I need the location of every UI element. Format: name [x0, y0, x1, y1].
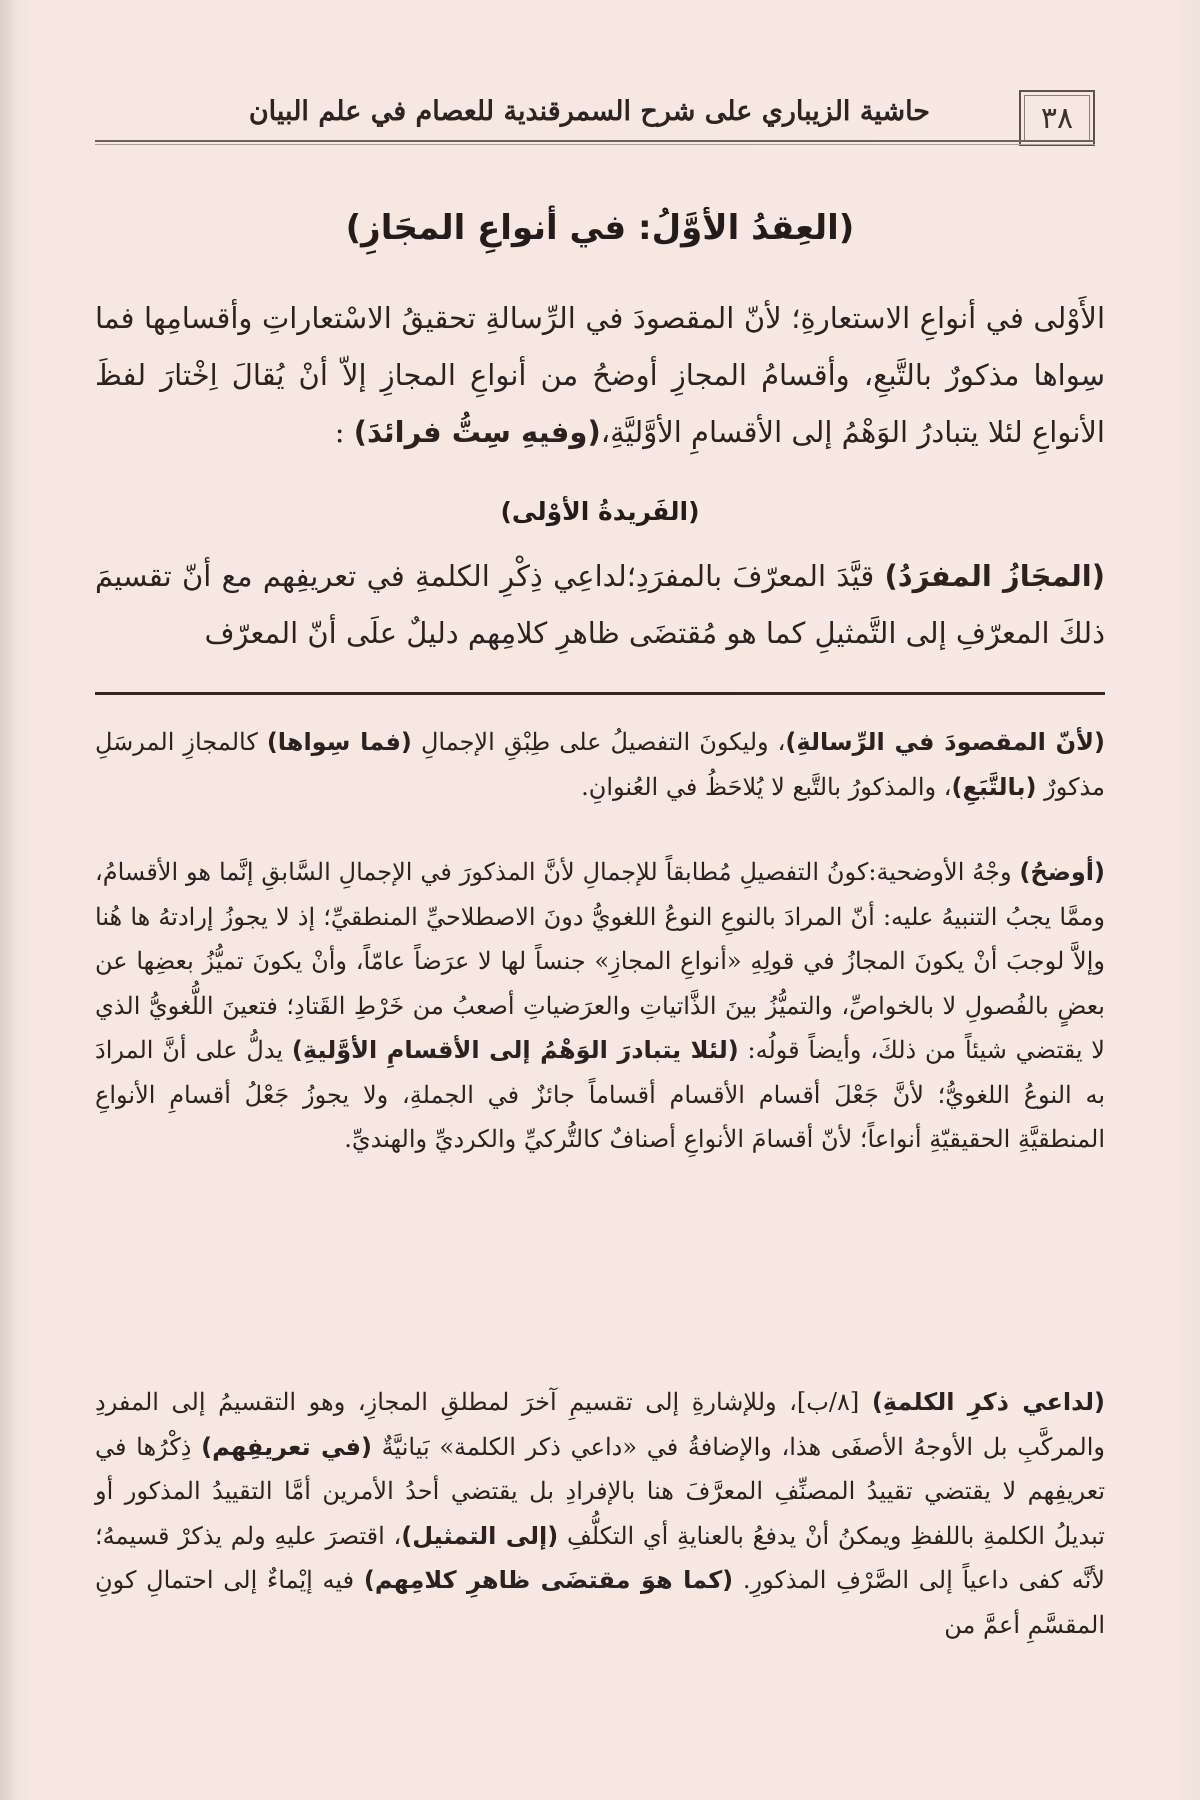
footnote-3-keyword-2: (في تعريفِهم)	[201, 1432, 372, 1461]
main-paragraph-1	[95, 290, 1105, 461]
running-header-title: حاشية الزيباري على شرح السمرقندية للعصام في علم البيان	[248, 96, 930, 127]
main-paragraph-1-text: الأَوْلى في أنواعِ الاستعارةِ؛ لأنّ المقصودَ في الرِّسالةِ تحقيقُ الاسْتعاراتِ وأقسامِها فما سِواها مذكورٌ بالتَّبعِ، وأقسامُ المجازِ أوضحُ من أنواعِ المجازِ إلاّ أنْ يُقالَ اِخْتارَ لفظَ الأنواعِ لئلا يتبادرُ الوَهْمُ إلى الأقسامِ الأوَّليَّةِ،	[95, 301, 1105, 449]
footnote-3-text-3: ، اقتصرَ عليهِ ولم يذكرْ قسيمهُ؛ لأنَّه كفى داعياً إلى الصَّرْفِ المذكورِ.	[95, 1521, 1105, 1594]
footnote-1-keyword-3: (بالتَّبَعِ)	[951, 772, 1037, 801]
footnote-3-text-2: ذِكْرُها في تعريفِهم لا يقتضي تقييدُ المصنِّفِ المعرَّفَ هنا بالإفرادِ بل يقتضي أحدُ الأمرين أمَّا التقييدُ المذكور أو تبديلُ الكلمةِ باللفظِ ويمكنُ أنْ يدفعُ بالعنايةِ أي التكلُّفِ	[95, 1432, 1106, 1550]
main-paragraph-2	[95, 548, 1105, 662]
header-rule	[95, 140, 1095, 145]
main-paragraph-2-text: قيَّدَ المعرّفَ بالمفرَدِ؛لداعِي ذِكْرِ الكلمةِ في تعريفِهم مع أنّ تقسيمَ ذلكَ المعرّفِ إلى التَّمثيلِ كما هو مُقتضَى ظاهرِ كلامِهم دليلٌ علَى أنّ المعرّف	[95, 559, 1105, 650]
footnote-1-keyword-1: (لأنّ المقصودَ في الرِّسالةِ)	[785, 728, 1105, 756]
subsection-heading: (الفَريدةُ الأوْلى)	[500, 497, 700, 526]
main-paragraph-2-keyword: (المجَازُ المفرَدُ)	[884, 559, 1106, 593]
footnote-2-text-1: وجْهُ الأوضحية:كونُ التفصيلِ مُطابقاً للإجمالِ لأنَّ المذكورَ في الإجمالِ السَّابقِ إنَّما هو الأقسامُ، وممَّا يجبُ التنبيهُ عليه: أنّ المرادَ بالنوعِ النوعُ اللغويُّ دونَ الاصطلاحيِّ المنطقيِّ؛ إذ لا يجوزُ إرادتهُ ها هُنا وإلاَّ لوجبَ أنْ يكونَ المجازُ في قولِهِ «أنواعِ المجازِ» جنساً لها لا عرَضاً عامّاً، وأنْ يكونَ تميُّزُ بعضِها عن بعضٍ بالفُصولِ لا بالخواصِّ، والتميُّزُ بينَ الذَّاتياتِ والعرَضياتِ أصعبُ من خَرْطِ القَتادِ؛ فتعينَ اللُّغويُّ الذي لا يقتضي شيئاً من ذلكَ، وأيضاً قولُه:	[95, 858, 1105, 1064]
footnote-3	[95, 1380, 1105, 1647]
main-paragraph-1-end: :	[334, 415, 345, 449]
section-heading: (العِقدُ الأوَّلُ: في أنواعِ المجَازِ)	[345, 208, 855, 248]
footnote-1-keyword-2: (فما سِواها)	[266, 728, 412, 756]
footnote-2-keyword-2: (لئلا يتبادرَ الوَهْمُ إلى الأقسامِ الأوَّليةِ)	[291, 1036, 739, 1064]
footnote-3-keyword-1: (لداعي ذكرِ الكلمةِ)	[871, 1388, 1105, 1416]
page-gutter-shadow	[0, 0, 18, 1800]
footnote-3-text-1: [٨/ب]، وللإشارةِ إلى تقسيمِ آخرَ لمطلقِ المجازِ، وهو التقسيمُ إلى المفردِ والمركَّبِ بل الأوجهُ الأصفَى هذا، والإضافةُ في «داعي ذكر الكلمة» بَيانيَّةٌ	[95, 1388, 1105, 1461]
footnote-1-text-3: ، والمذكورُ بالتَّبع لا يُلاحَظُ في العُنوانِ.	[581, 772, 952, 801]
page-number: ٣٨	[1019, 90, 1095, 146]
running-header	[95, 88, 1105, 150]
footnote-1-text-2: كالمجازِ المرسَلِ مذكورٌ	[95, 728, 1105, 801]
footnote-1-text-1: ، وليكونَ التفصيلُ على طِبْقِ الإجمالِ	[420, 728, 786, 756]
footnote-2	[95, 850, 1105, 1162]
footnote-3-keyword-4: (كما هوَ مقتضَى ظاهرِ كلامِهم)	[363, 1566, 734, 1594]
main-paragraph-1-keyword: (وفيهِ سِتُّ فرائدَ)	[353, 415, 601, 449]
footnote-3-keyword-3: (إلى التمثيل)	[401, 1521, 559, 1550]
footnote-separator	[95, 692, 1105, 695]
footnote-3-text-4: فيه إيْماءٌ إلى احتمالِ كونِ المقسَّمِ أعمَّ من	[95, 1566, 1105, 1639]
footnote-2-text-2: يدلُّ على أنَّ المرادَ به النوعُ اللغويُّ؛ لأنَّ جَعْلَ أقسام الأقسام أقساماً جائزٌ في الجملةِ، ولا يجوزُ جَعْلُ أقسامِ الأنواعِ المنطقيَّةِ الحقيقيّةِ أنواعاً؛ لأنّ أقسامَ الأنواعِ أصنافٌ كالتُّركيِّ والكرديِّ والهنديِّ.	[95, 1036, 1105, 1153]
footnote-1	[95, 720, 1105, 809]
footnote-2-keyword-1: (أوضحُ)	[1019, 858, 1105, 886]
